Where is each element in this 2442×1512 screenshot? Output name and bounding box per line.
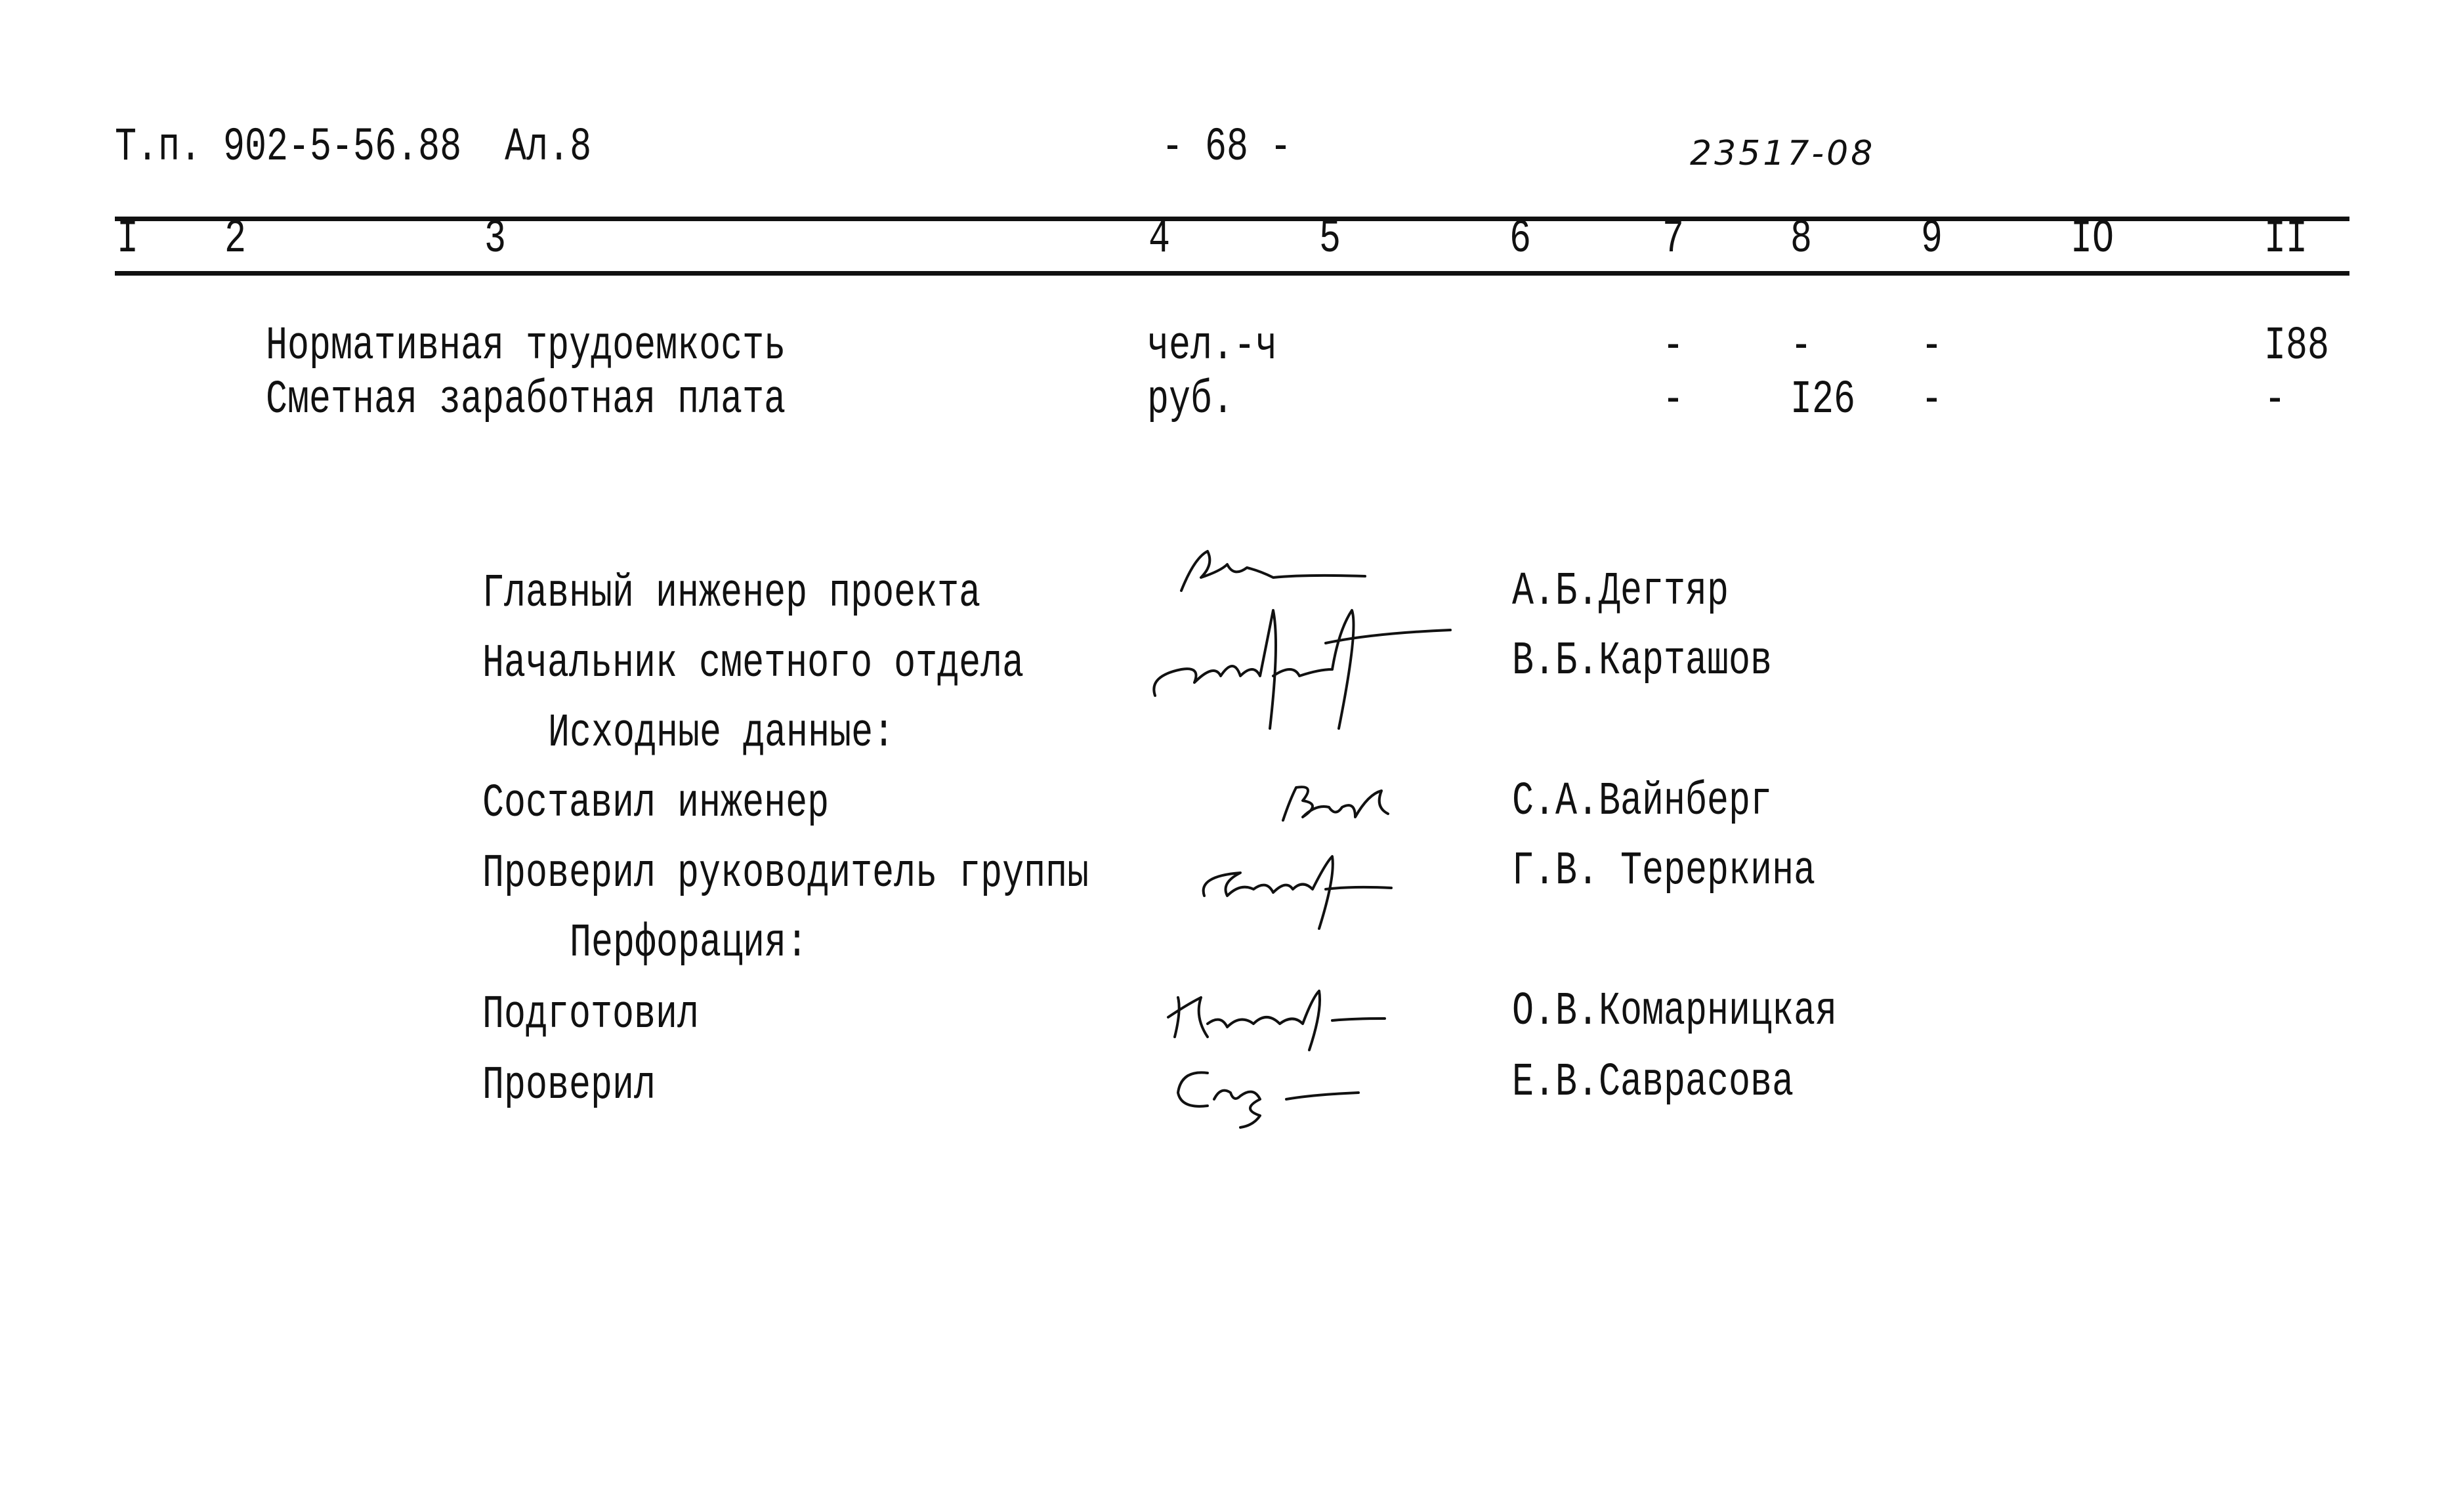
signer-role: Главный инженер проекта (482, 566, 981, 621)
signer-role: Составил инженер (482, 776, 830, 831)
cell-col8: I26 (1790, 373, 1856, 427)
page-number: - 68 - (1162, 120, 1292, 175)
row-unit: руб. (1147, 373, 1234, 427)
signer-name: О.В.Комарницкая (1512, 984, 1838, 1039)
cell-col8: - (1790, 319, 1813, 373)
signer-name: А.Б.Дегтяр (1512, 564, 1729, 619)
cell-col7: - (1662, 373, 1685, 427)
signature-vainberg (1276, 781, 1408, 827)
handwritten-registration-number: 23517-08 (1690, 134, 1876, 173)
signature-degtyar (1175, 545, 1372, 597)
column-number: 5 (1319, 212, 1341, 266)
signature-tererkina (1194, 850, 1404, 935)
signer-role: Проверил руководитель группы (482, 847, 1089, 901)
table-header-bottom-rule (115, 271, 2349, 276)
signer-role: Начальник сметного отдела (482, 637, 1024, 691)
cell-col11: - (2264, 373, 2286, 427)
table-top-rule (115, 217, 2349, 221)
column-number: 7 (1662, 212, 1685, 266)
row-name: Сметная заработная плата (266, 373, 786, 427)
signature-kartashov (1142, 604, 1457, 735)
column-number: 3 (484, 212, 507, 266)
column-number: II (2264, 212, 2308, 266)
row-unit: чел.-ч (1147, 319, 1278, 373)
column-number: 2 (224, 212, 247, 266)
signer-name: Е.В.Саврасова (1512, 1055, 1794, 1110)
column-number: IO (2071, 212, 2115, 266)
column-number: 9 (1921, 212, 1943, 266)
signature-komarnitskaya (1162, 984, 1391, 1057)
cell-col9: - (1921, 319, 1943, 373)
signer-role: Подготовил (482, 988, 700, 1042)
row-name: Нормативная трудоемкость (266, 319, 786, 373)
signer-name: Г.В. Тереркина (1512, 844, 1816, 898)
column-number: 6 (1509, 212, 1532, 266)
signer-name: С.А.Вайнберг (1512, 774, 1773, 829)
signer-name: В.Б.Карташов (1512, 634, 1773, 688)
column-number: 8 (1790, 212, 1813, 266)
cell-col9: - (1921, 373, 1943, 427)
cell-col7: - (1662, 319, 1685, 373)
section-heading: Исходные данные: (548, 706, 895, 761)
column-number: 4 (1148, 212, 1171, 266)
cell-col11: I88 (2264, 319, 2330, 373)
section-heading: Перфорация: (570, 916, 809, 971)
signature-savrasova (1168, 1063, 1365, 1129)
column-number: I (117, 212, 139, 266)
document-code: Т.п. 902-5-56.88 Ал.8 (115, 120, 592, 175)
signer-role: Проверил (482, 1059, 656, 1113)
